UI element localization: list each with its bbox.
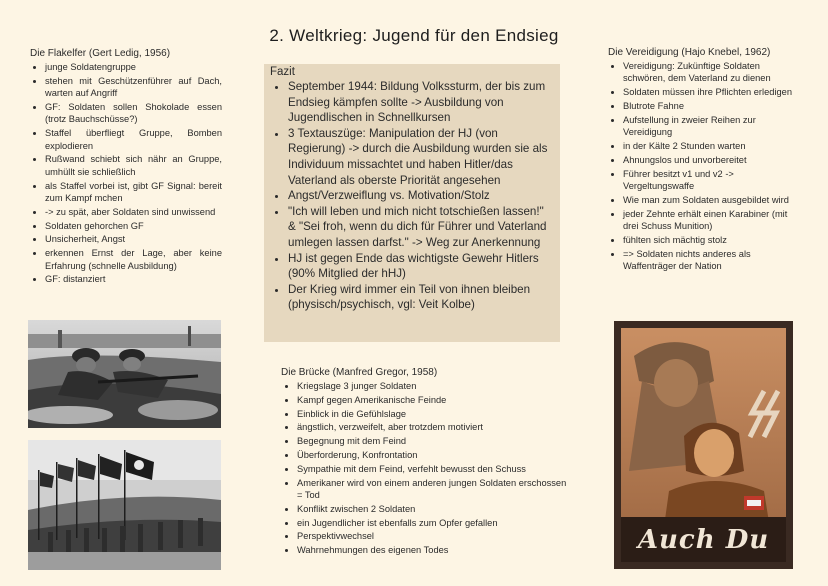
list-item: • 3 Textauszüge: Manipulation der HJ (von Regierung) -> durch die Ausbildung wurden sie als Individuum missachtet und haben Hitler/das Vaterland als oberste Priorität angesehen bbox=[288, 126, 552, 188]
list-item: • Überforderung, Konfrontation bbox=[297, 449, 571, 461]
list-item: • Aufstellung in zweier Reihen zur Vereidigung bbox=[623, 114, 792, 139]
list-item: • Perspektivwechsel bbox=[297, 530, 571, 542]
list-item: • Konflikt zwischen 2 Soldaten bbox=[297, 503, 571, 515]
list-item: • stehen mit Geschützenführer auf Dach, warten auf Angriff bbox=[45, 75, 222, 100]
fazit-box bbox=[264, 64, 560, 342]
list-item: • in der Kälte 2 Stunden warten bbox=[623, 140, 792, 152]
list-item: • ängstlich, verzweifelt, aber trotzdem motiviert bbox=[297, 421, 571, 433]
poster-text: Auch Du bbox=[637, 525, 770, 555]
soldiers-photo bbox=[28, 320, 221, 428]
list-item: • Führer besitzt v1 und v2 -> Vergeltungswaffe bbox=[623, 168, 792, 193]
flakhelfer-section bbox=[30, 47, 222, 287]
list-item: • => Soldaten nichts anderes als Waffenträger der Nation bbox=[623, 248, 792, 273]
list-item: • September 1944: Bildung Volkssturm, der bis zum Endsieg kämpfen sollte -> Ausbildung von Jugendlischen in Schnellkursen bbox=[288, 79, 552, 126]
list-item: • Einblick in die Gefühlslage bbox=[297, 408, 571, 420]
list-item: • Blutrote Fahne bbox=[623, 100, 792, 112]
list-item: • Ahnungslos und unvorbereitet bbox=[623, 154, 792, 166]
list-item: • ein Jugendlicher ist ebenfalls zum Opfer gefallen bbox=[297, 517, 571, 529]
parade-photo bbox=[28, 440, 221, 570]
list-item: • Kriegslage 3 junger Soldaten bbox=[297, 380, 571, 392]
page-title: 2. Weltkrieg: Jugend für den Endsieg bbox=[269, 26, 559, 45]
bruecke-list bbox=[281, 380, 571, 557]
list-item: • Staffel überfliegt Gruppe, Bomben explodieren bbox=[45, 127, 222, 152]
list-item: • GF: Soldaten sollen Shokolade essen (trotz Bauchschüsse?) bbox=[45, 101, 222, 126]
flakhelfer-list bbox=[30, 61, 222, 286]
list-item: • als Staffel vorbei ist, gibt GF Signal: bereit zum Kampf mchen bbox=[45, 180, 222, 205]
list-item: • Wie man zum Soldaten ausgebildet wird bbox=[623, 194, 792, 206]
propaganda-poster bbox=[614, 321, 793, 569]
bruecke-section bbox=[281, 366, 571, 558]
vereidigung-heading: Die Vereidigung (Hajo Knebel, 1962) bbox=[608, 47, 771, 58]
list-item: • Vereidigung: Zukünftige Soldaten schwören, dem Vaterland zu dienen bbox=[623, 60, 792, 85]
list-item: • Angst/Verzweiflung vs. Motivation/Stolz bbox=[288, 188, 552, 204]
list-item: • Der Krieg wird immer ein Teil von ihnen bleiben (physisch/psychisch, vgl: Veit Kolbe) bbox=[288, 282, 552, 313]
list-item: • Wahrnehmungen des eigenen Todes bbox=[297, 544, 571, 556]
list-item: • Unsicherheit, Angst bbox=[45, 233, 222, 245]
list-item: • Rußwand schiebt sich nähr an Gruppe, umhüllt sie schließlich bbox=[45, 153, 222, 178]
vereidigung-list bbox=[608, 60, 792, 272]
list-item: • "Ich will leben und mich nicht totschießen lassen!" & "Sei froh, wenn du dich für Führer und Vaterland umlegen lassen darfst." -> Weg zur Anerkennung bbox=[288, 204, 552, 251]
list-item: • GF: distanziert bbox=[45, 273, 222, 285]
list-item: • junge Soldatengruppe bbox=[45, 61, 222, 73]
list-item: • Sympathie mit dem Feind, verfehlt bewusst den Schuss bbox=[297, 463, 571, 475]
list-item: • Amerikaner wird von einem anderen jungen Soldaten erschossen = Tod bbox=[297, 477, 571, 502]
list-item: • fühlten sich mächtig stolz bbox=[623, 234, 792, 246]
list-item: • Soldaten gehorchen GF bbox=[45, 220, 222, 232]
fazit-list bbox=[268, 79, 552, 313]
list-item: • Begegnung mit dem Feind bbox=[297, 435, 571, 447]
list-item: • Kampf gegen Amerikanische Feinde bbox=[297, 394, 571, 406]
vereidigung-section bbox=[608, 46, 792, 274]
list-item: • jeder Zehnte erhält einen Karabiner (mit drei Schuss Munition) bbox=[623, 208, 792, 233]
list-item: • -> zu spät, aber Soldaten sind unwissend bbox=[45, 206, 222, 218]
list-item: • HJ ist gegen Ende das wichtigste Gewehr Hitlers (90% Mitglied der hHJ) bbox=[288, 251, 552, 282]
list-item: • erkennen Ernst der Lage, aber keine Erfahrung (schnelle Ausbildung) bbox=[45, 247, 222, 272]
list-item: • Soldaten müssen ihre Pflichten erledigen bbox=[623, 86, 792, 98]
fazit-heading: Fazit bbox=[270, 66, 295, 78]
flakhelfer-heading: Die Flakelfer (Gert Ledig, 1956) bbox=[30, 48, 171, 59]
bruecke-heading: Die Brücke (Manfred Gregor, 1958) bbox=[281, 367, 438, 378]
